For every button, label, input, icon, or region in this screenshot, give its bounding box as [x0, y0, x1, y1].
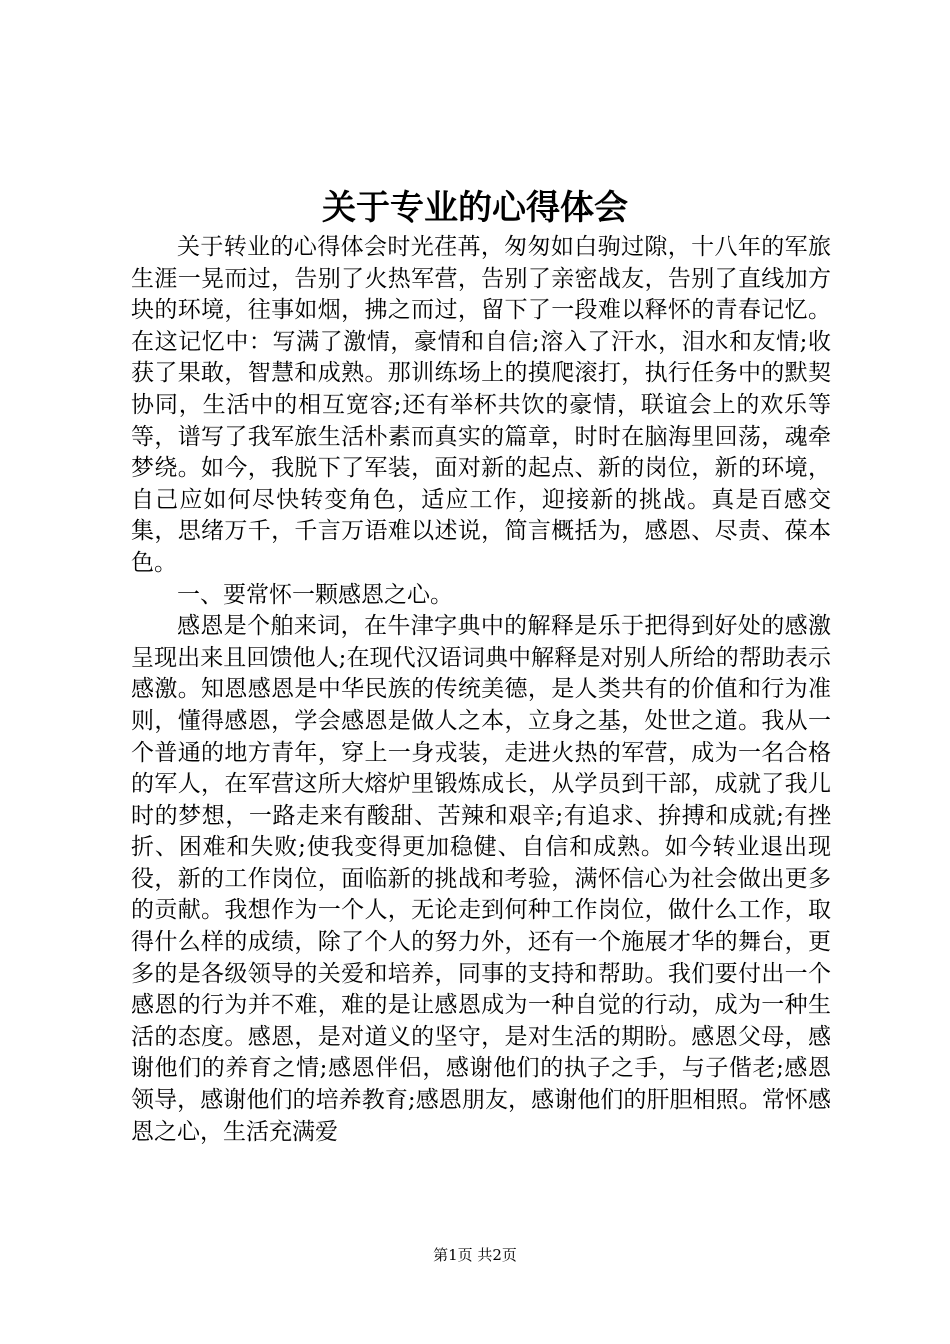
- document-body: [131, 232, 831, 1148]
- paragraph-gratitude: 感恩是个舶来词，在牛津字典中的解释是乐于把得到好处的感激呈现出来且回馈他人;在现代汉语词典中解释是对别人所给的帮助表示感激。知恩感恩是中华民族的传统美德，是人类共有的价值和行为准则，懂得感恩，学会感恩是做人之本，立身之基，处世之道。我从一个普通的地方青年，穿上一身戎装，走进火热的军营，成为一名合格的军人，在军营这所大熔炉里锻炼成长，从学员到干部，成就了我儿时的梦想，一路走来有酸甜、苦辣和艰辛;有追求、拚搏和成就;有挫折、困难和失败;使我变得更加稳健、自信和成熟。如今转业退出现役，新的工作岗位，面临新的挑战和考验，满怀信心为社会做出更多的贡献。我想作为一个人，无论走到何种工作岗位，做什么工作，取得什么样的成绩，除了个人的努力外，还有一个施展才华的舞台，更多的是各级领导的关爱和培养，同事的支持和帮助。我们要付出一个感恩的行为并不难，难的是让感恩成为一种自觉的行动，成为一种生活的态度。感恩，是对道义的坚守，是对生活的期盼。感恩父母，感谢他们的养育之情;感恩伴侣，感谢他们的执子之手，与子偕老;感恩领导，感谢他们的培养教育;感恩朋友，感谢他们的肝胆相照。常怀感恩之心，生活充满爱: [131, 613, 831, 1145]
- document-title: 关于专业的心得体会: [322, 188, 628, 228]
- page-footer: 第1页 共2页: [433, 1246, 517, 1264]
- section-heading-gratitude: 一、要常怀一颗感恩之心。: [177, 581, 453, 608]
- paragraph-intro: 关于转业的心得体会时光荏苒，匆匆如白驹过隙，十八年的军旅生涯一晃而过，告别了火热军营，告别了亲密战友，告别了直线加方块的环境，往事如烟，拂之而过，留下了一段难以释怀的青春记忆。在这记忆中：写满了激情，豪情和自信;溶入了汗水，泪水和友情;收获了果敢，智慧和成熟。那训练场上的摸爬滚打，执行任务中的默契协同，生活中的相互宽容;还有举杯共饮的豪情，联谊会上的欢乐等等，谱写了我军旅生活朴素而真实的篇章，时时在脑海里回荡，魂牵梦绕。如今，我脱下了军装，面对新的起点、新的岗位，新的环境，自己应如何尽快转变角色，适应工作，迎接新的挑战。真是百感交集，思绪万千，千言万语难以述说，简言概括为，感恩、尽责、葆本色。: [131, 234, 831, 576]
